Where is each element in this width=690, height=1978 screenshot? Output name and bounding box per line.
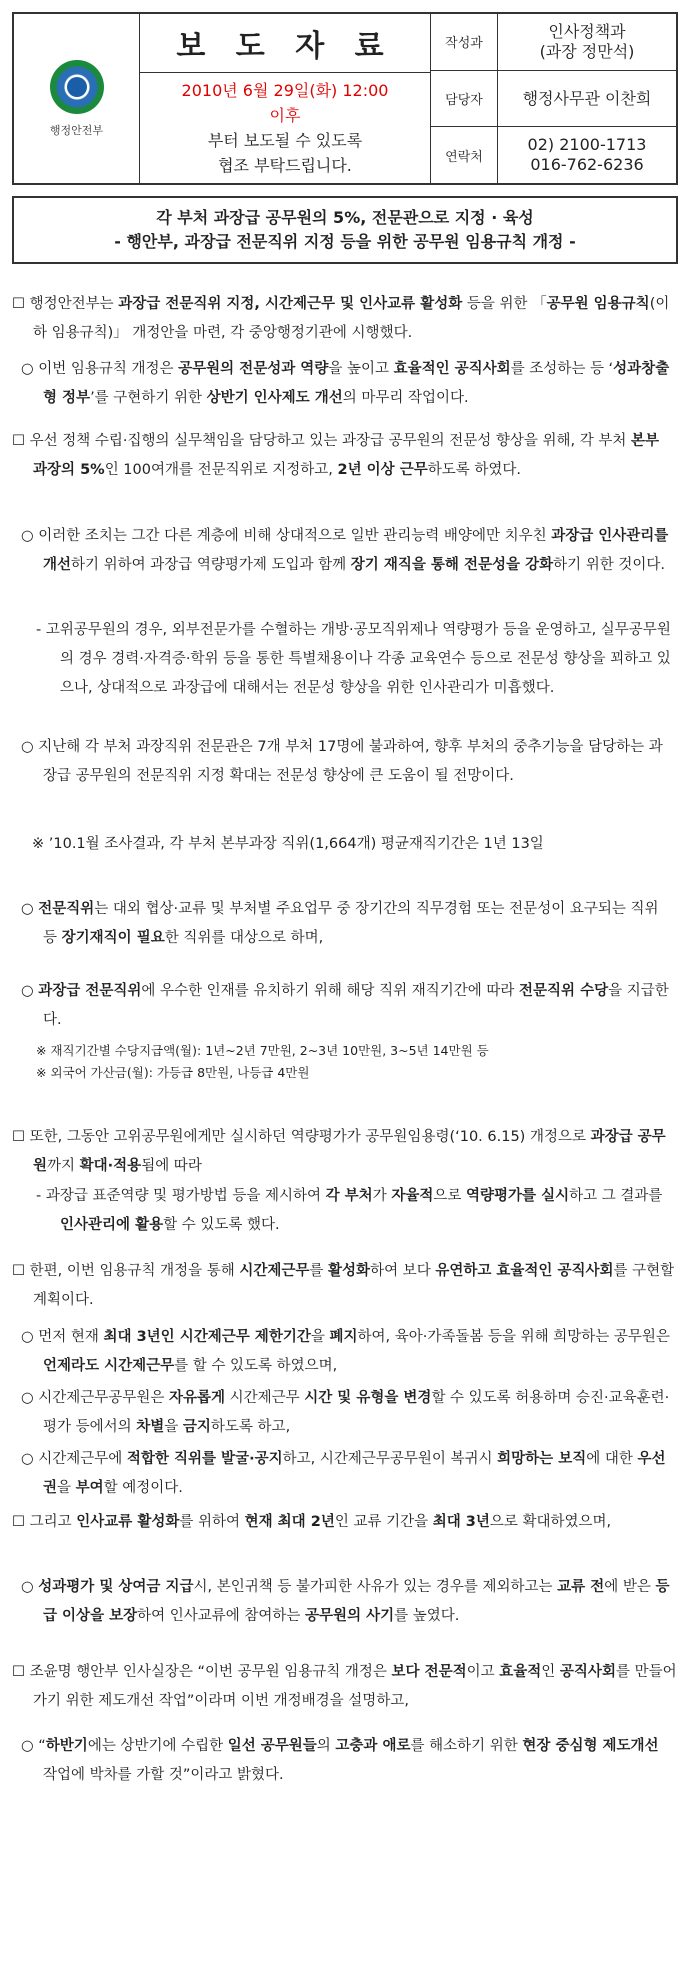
bullet-marker: ☐ bbox=[12, 1129, 30, 1145]
paragraph-text: 한편, 이번 임용규칙 개정을 통해 시간제근무를 활성화하여 보다 유연하고 효율적인 공직사회를 구현할 계획이다. bbox=[29, 1263, 675, 1308]
press-release-header bbox=[12, 12, 678, 185]
bullet-marker: ☐ bbox=[12, 433, 30, 449]
paragraph-text: 시간제근무에 적합한 직위를 발굴·공지하고, 시간제근무공무원이 복귀시 희망하는 보직에 대한 우선권을 부여할 예정이다. bbox=[38, 1451, 666, 1496]
paragraph-text: ’10.1월 조사결과, 각 부처 본부과장 직위(1,664개) 평균재직기간은 1년 13일 bbox=[48, 836, 544, 852]
headline-main: 각 부처 과장급 공무원의 5%, 전문관으로 지정 · 육성 bbox=[156, 208, 534, 227]
contact-table bbox=[431, 14, 676, 183]
bullet-marker: ○ bbox=[21, 1390, 39, 1406]
title-block bbox=[140, 14, 431, 183]
bullet-marker: ☐ bbox=[12, 1263, 30, 1279]
body-paragraph bbox=[0, 1257, 690, 1315]
body-paragraph bbox=[0, 1123, 690, 1181]
body-paragraph bbox=[0, 355, 690, 413]
paragraph-text: 우선 정책 수립·집행의 실무책임을 담당하고 있는 과장급 공무원의 전문성 향상을 위해, 각 부처 본부 과장의 5%인 100여개를 전문직위로 지정하고, 2년 이상 근무하도록 하였다. bbox=[29, 433, 660, 478]
body-paragraph bbox=[0, 895, 690, 953]
ministry-name: 행정안전부 bbox=[49, 123, 104, 137]
body-paragraph bbox=[0, 977, 690, 1035]
release-note-2: 협조 부탁드립니다. bbox=[218, 156, 352, 175]
body-paragraph bbox=[0, 427, 690, 485]
contact-label: 담당자 bbox=[431, 71, 498, 127]
body-paragraph bbox=[0, 1573, 690, 1631]
body-paragraph bbox=[0, 1182, 690, 1240]
paragraph-text: 외국어 가산금(월): 가등급 8만원, 나등급 4만원 bbox=[50, 1065, 310, 1080]
body-paragraph bbox=[0, 522, 690, 580]
paragraph-text: 과장급 표준역량 및 평가방법 등을 제시하여 각 부처가 자율적으로 역량평가를 실시하고 그 결과를 인사관리에 활용할 수 있도록 했다. bbox=[45, 1188, 663, 1233]
body-paragraph bbox=[0, 1384, 690, 1442]
phone-value bbox=[498, 127, 676, 183]
paragraph-text: 이번 임용규칙 개정은 공무원의 전문성과 역량을 높이고 효율적인 공직사회를 조성하는 등 ‘성과창출형 정부’를 구현하기 위한 상반기 인사제도 개선의 마무리 작업이다. bbox=[38, 361, 670, 406]
paragraph-text: 성과평가 및 상여금 지급시, 본인귀책 등 불가피한 사유가 있는 경우를 제외하고는 교류 전에 받은 등급 이상을 보장하여 인사교류에 참여하는 공무원의 사기를 높였다. bbox=[38, 1579, 670, 1624]
bullet-marker: ○ bbox=[21, 528, 39, 544]
phone-label: 연락처 bbox=[431, 127, 498, 183]
bullet-marker: ○ bbox=[21, 1329, 39, 1345]
release-time-block bbox=[140, 73, 430, 183]
bullet-marker: ※ bbox=[36, 1043, 51, 1058]
bullet-marker: ※ bbox=[36, 1065, 51, 1080]
paragraph-text: 또한, 그동안 고위공무원에게만 실시하던 역량평가가 공무원임용령(‘10. 6.15) 개정으로 과장급 공무원까지 확대·적용됨에 따라 bbox=[29, 1129, 666, 1174]
bullet-marker: ☐ bbox=[12, 296, 30, 312]
body-paragraph bbox=[0, 1508, 690, 1537]
paragraph-text: 시간제근무공무원은 자유롭게 시간제근무 시간 및 유형을 변경할 수 있도록 허용하며 승진·교육훈련·평가 등에서의 차별을 금지하도록 하고, bbox=[38, 1390, 670, 1435]
paragraph-text: “하반기에는 상반기에 수립한 일선 공무원들의 고충과 애로를 해소하기 위한 현장 중심형 제도개선 작업에 박차를 가할 것”이라고 밝혔다. bbox=[38, 1738, 659, 1783]
body-paragraph bbox=[0, 1062, 690, 1084]
bullet-marker: ※ bbox=[32, 836, 49, 852]
phone-row bbox=[431, 127, 676, 183]
phone-number-1: 02) 2100-1713 bbox=[527, 135, 647, 155]
body-paragraph bbox=[0, 1040, 690, 1062]
writer-row bbox=[431, 14, 676, 71]
ministry-emblem-icon bbox=[50, 60, 104, 114]
body-paragraph bbox=[0, 616, 690, 703]
paragraph-text: 이러한 조치는 그간 다른 계층에 비해 상대적으로 일반 관리능력 배양에만 치우친 과장급 인사관리를 개선하기 위하여 과장급 역량평가제 도입과 함께 장기 재직을 통해 전문성을 강화하기 위한 것이다. bbox=[38, 528, 669, 573]
bullet-marker: ☐ bbox=[12, 1514, 30, 1530]
body-paragraph bbox=[0, 1732, 690, 1790]
contact-row bbox=[431, 71, 676, 128]
paragraph-text: 재직기간별 수당지급액(월): 1년~2년 7만원, 2~3년 10만원, 3~5년 14만원 등 bbox=[50, 1043, 489, 1058]
bullet-marker: - bbox=[36, 622, 46, 638]
writer-label: 작성과 bbox=[431, 14, 498, 70]
writer-value bbox=[498, 14, 676, 70]
paragraph-text: 조윤명 행안부 인사실장은 “이번 공무원 임용규칙 개정은 보다 전문적이고 효율적인 공직사회를 만들어가기 위한 제도개선 작업”이라며 이번 개정배경을 설명하고, bbox=[29, 1664, 677, 1709]
phone-number-2: 016-762-6236 bbox=[530, 155, 644, 175]
release-after: 이후 bbox=[269, 106, 301, 125]
bullet-marker: - bbox=[36, 1188, 46, 1204]
contact-value: 행정사무관 이찬희 bbox=[522, 88, 652, 108]
paragraph-text: 그리고 인사교류 활성화를 위하여 현재 최대 2년인 교류 기간을 최대 3년으로 확대하였으며, bbox=[29, 1514, 612, 1530]
bullet-marker: ○ bbox=[21, 1451, 39, 1467]
paragraph-text: 행정안전부는 과장급 전문직위 지정, 시간제근무 및 인사교류 활성화 등을 위한 「공무원 임용규칙(이하 임용규칙)」 개정안을 마련, 각 중앙행정기관에 시행했다. bbox=[29, 296, 670, 341]
paragraph-text: 전문직위는 대외 협상·교류 및 부처별 주요업무 중 장기간의 직무경험 또는 전문성이 요구되는 직위 등 장기재직이 필요한 직위를 대상으로 하며, bbox=[38, 901, 659, 946]
bullet-marker: ○ bbox=[21, 983, 39, 999]
paragraph-text: 과장급 전문직위에 우수한 인재를 유치하기 위해 해당 직위 재직기간에 따라 전문직위 수당을 지급한다. bbox=[38, 983, 669, 1028]
body-paragraph bbox=[0, 1658, 690, 1716]
headline-box bbox=[12, 196, 678, 264]
bullet-marker: ○ bbox=[21, 1738, 39, 1754]
bullet-marker: ○ bbox=[21, 361, 39, 377]
writer-head: (과장 정만석) bbox=[539, 41, 635, 61]
writer-dept: 인사정책과 bbox=[548, 21, 626, 41]
body-paragraph bbox=[0, 733, 690, 791]
headline-sub: - 행안부, 과장급 전문직위 지정 등을 위한 공무원 임용규칙 개정 - bbox=[114, 232, 576, 251]
paragraph-text: 고위공무원의 경우, 외부전문가를 수혈하는 개방·공모직위제나 역량평가 등을 운영하고, 실무공무원의 경우 경력·자격증·학위 등을 통한 특별채용이나 각종 교육연수 등으로 전문성 향상을 꾀하고 있으나, 상대적으로 과장급에 대해서는 전문성 향상을 위한 인사관리가 미흡했다. bbox=[45, 622, 671, 696]
paragraph-text: 먼저 현재 최대 3년인 시간제근무 제한기간을 폐지하여, 육아·가족돌봄 등을 위해 희망하는 공무원은 언제라도 시간제근무를 할 수 있도록 하였으며, bbox=[38, 1329, 670, 1374]
body-paragraph bbox=[0, 1323, 690, 1381]
bullet-marker: ○ bbox=[21, 739, 39, 755]
bullet-marker: ☐ bbox=[12, 1664, 30, 1680]
release-note-1: 부터 보도될 수 있도록 bbox=[207, 131, 363, 150]
body-paragraph bbox=[0, 830, 690, 859]
release-datetime: 2010년 6월 29일(화) 12:00 bbox=[181, 81, 389, 100]
paragraph-text: 지난해 각 부처 과장직위 전문관은 7개 부처 17명에 불과하여, 향후 부처의 중추기능을 담당하는 과장급 공무원의 전문직위 지정 확대는 전문성 향상에 큰 도움이 될 전망이다. bbox=[38, 739, 663, 784]
bullet-marker: ○ bbox=[21, 1579, 39, 1595]
document-title: 보 도 자 료 bbox=[140, 14, 430, 73]
body-paragraph bbox=[0, 1445, 690, 1503]
body-paragraph bbox=[0, 290, 690, 348]
bullet-marker: ○ bbox=[21, 901, 39, 917]
ministry-logo-cell bbox=[14, 14, 140, 183]
